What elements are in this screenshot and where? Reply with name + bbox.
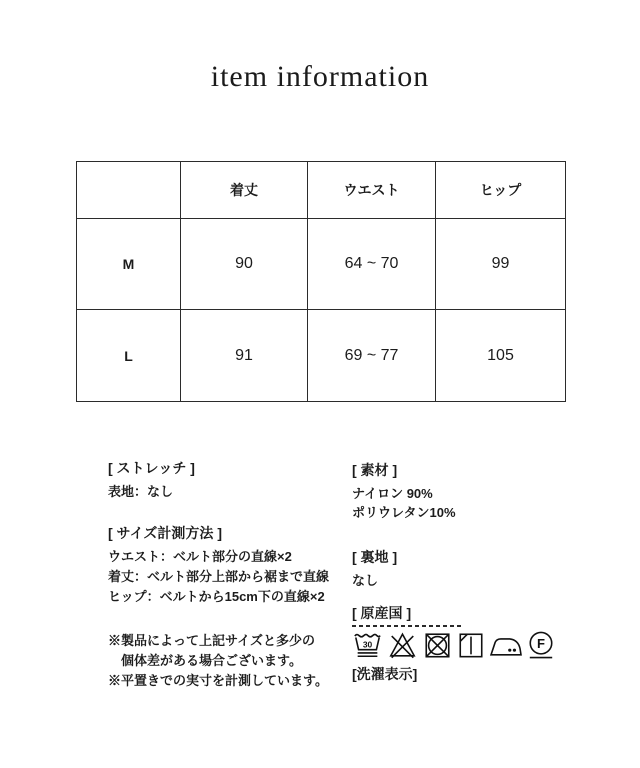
do-not-tumble-dry-icon [422,630,453,660]
cell-l-length: 91 [181,310,308,402]
cell-m-waist: 64 ~ 70 [308,219,436,310]
size-table-header-length: 着丈 [181,162,308,219]
stretch-heading: [ ストレッチ ] [108,460,195,476]
drip-dry-in-shade-icon [457,630,485,660]
note-line: ※製品によって上記サイズと多少の [108,633,315,648]
table-row-size-m [77,219,566,310]
measurement-waist: ウエスト：ベルト部分の直線×2 [108,549,292,564]
do-not-bleach-icon [387,630,418,660]
size-table-header-hip: ヒップ [436,162,566,219]
page-title: item information [210,60,430,93]
care-symbols-row [352,630,592,660]
wash-30-very-gentle-icon [352,630,383,660]
measurement-hip: ヒップ：ベルトから15cm下の直線×2 [108,589,325,604]
svg-text:30: 30 [362,639,373,650]
iron-two-dots-icon [489,630,523,660]
cell-l-waist: 69 ~ 77 [308,310,436,402]
svg-text:F: F [537,635,545,651]
note-line: ※平置きでの実寸を計測しています。 [108,673,328,688]
size-table-header-row [77,162,566,219]
cell-m-hip: 99 [436,219,566,310]
size-table [76,161,566,402]
note-line: 個体差がある場合ございます。 [108,653,302,668]
stretch-value: 表地：なし [108,484,174,499]
measurement-length: 着丈：ベルト部分上部から裾まで直線 [108,569,330,584]
clipped-text-remnant [352,625,464,627]
cell-m-length: 90 [181,219,308,310]
details-right-column [352,461,592,684]
lining-heading: [ 裏地 ] [352,549,398,565]
size-table-corner-cell [77,162,181,219]
disclaimer-notes [108,631,358,691]
size-label-m: M [77,219,181,310]
care-label: [洗濯表示] [352,666,418,682]
material-heading: [ 素材 ] [352,462,398,478]
dry-clean-f-gentle-icon [527,630,555,660]
details-left-column [108,459,358,691]
table-row-size-l [77,310,566,402]
material-nylon: ナイロン 90% [352,486,433,501]
size-table-header-waist: ウエスト [308,162,436,219]
size-label-l: L [77,310,181,402]
cell-l-hip: 105 [436,310,566,402]
measurement-heading: [ サイズ計測方法 ] [108,525,222,541]
material-polyurethane: ポリウレタン10% [352,505,456,520]
lining-value: なし [352,573,379,588]
origin-heading: [ 原産国 ] [352,605,412,621]
